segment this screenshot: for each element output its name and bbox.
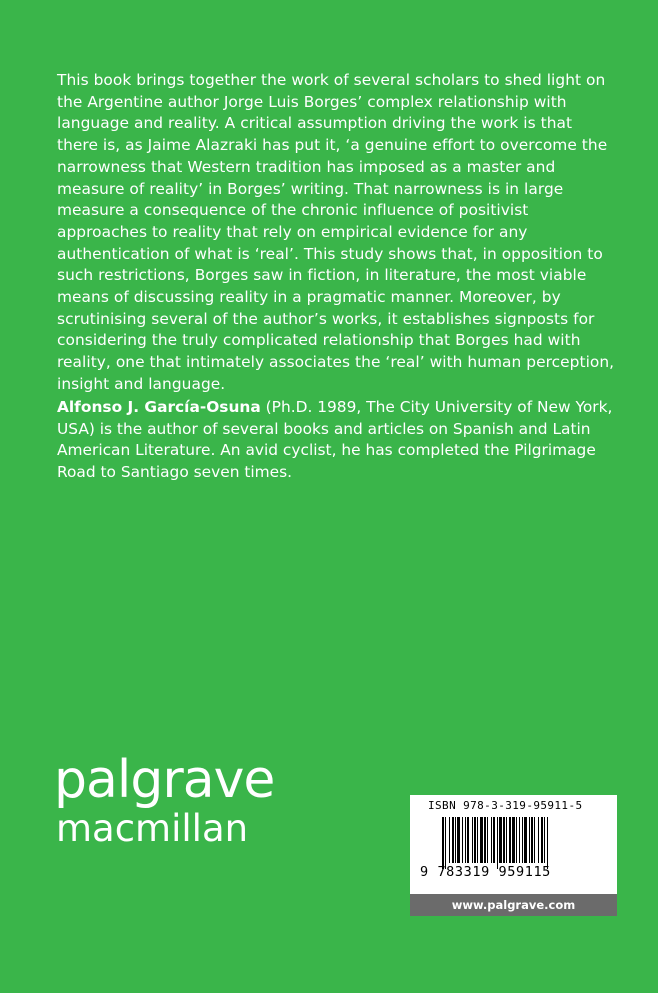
barcode-bar — [467, 817, 469, 863]
barcode-bar — [534, 817, 535, 863]
barcode-bar — [442, 817, 444, 869]
barcode-bar — [541, 817, 543, 863]
barcode-bar — [499, 817, 502, 863]
barcode-bar — [544, 817, 545, 863]
barcode-bar — [455, 817, 456, 863]
author-bio-text: (Ph.D. 1989, The City University of New York, USA) is the author of several books and articles on Spanish and Latin American Literature. An avid cyclist, he has completed the Pilgrimage Road to Santiago seven times. — [57, 398, 613, 482]
barcode-bar — [491, 817, 492, 863]
barcode-bar — [503, 817, 505, 863]
isbn-label: ISBN 978-3-319-95911-5 — [428, 799, 583, 812]
publisher-url: www.palgrave.com — [410, 894, 617, 916]
barcode-bar — [472, 817, 473, 863]
barcode-bar — [509, 817, 511, 863]
barcode-bar — [462, 817, 463, 863]
barcode-bar — [474, 817, 476, 863]
barcode-bar — [538, 817, 539, 863]
barcode-bars — [410, 795, 617, 895]
back-cover-blurb: This book brings together the work of several scholars to shed light on the Argentine author Jorge Luis Borges’ complex relationship with language and reality. A critical assumption driving the work is that there is, as Jaime Alazraki has put it, ‘a genuine effort to overcome the narrowness that Western tradition has imposed as a master and measure of reality’ in Borges’ writing. That narrowness is in large measure a consequence of the chronic influence of positivist approaches to reality that rely on empirical evidence for any authentication of what is ‘real’. This study shows that, in opposition to such restrictions, Borges saw in fiction, in literature, the most viable means of discussing reality in a pragmatic manner. Moreover, by scrutinising several of the author’s works, it establishes signposts for considering the truly complicated relationship that Borges had with reality, one that intimately associates the ‘real’ with human perception, insight and language. — [57, 71, 615, 393]
barcode-bar — [465, 817, 466, 863]
barcode-bar — [457, 817, 460, 863]
barcode-bar — [480, 817, 483, 863]
barcode-bar — [445, 817, 446, 869]
barcode-bar — [516, 817, 517, 863]
barcode-bar — [449, 817, 450, 863]
publisher-logo — [54, 752, 274, 850]
barcode-digits: 9 783319 959115 — [420, 864, 551, 880]
barcode-bar — [477, 817, 478, 863]
barcode-bar — [497, 817, 498, 869]
barcode-bar — [522, 817, 523, 863]
logo-line-macmillan: macmillan — [56, 807, 249, 850]
author-bio — [57, 397, 617, 484]
logo-line-palgrave: palgrave — [54, 750, 275, 810]
barcode-bar — [452, 817, 454, 863]
barcode-bar — [512, 817, 515, 863]
barcode-bar — [529, 817, 530, 863]
barcode-bar — [531, 817, 533, 863]
author-name: Alfonso J. García-Osuna — [57, 398, 261, 416]
barcode-bar — [519, 817, 520, 863]
barcode-bar — [524, 817, 527, 863]
barcode-bar — [484, 817, 486, 863]
barcode-bar — [547, 817, 548, 869]
barcode-bar — [506, 817, 507, 863]
barcode-bar — [493, 817, 495, 863]
barcode-bar — [487, 817, 488, 863]
